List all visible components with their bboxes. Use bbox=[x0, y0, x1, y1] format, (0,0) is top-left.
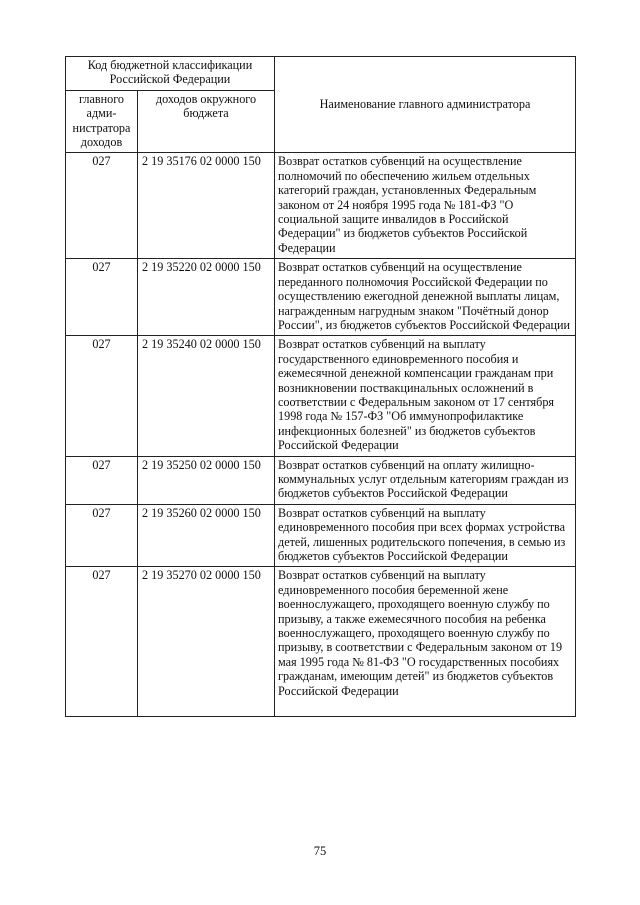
table-row bbox=[66, 153, 576, 259]
table-row bbox=[66, 567, 576, 717]
administrator-name-cell: Возврат остатков субвенций на оплату жилищно-коммунальных услуг отдельным категориям граждан из бюджетов субъектов Российской Федерации bbox=[275, 456, 576, 504]
admin-code-cell: 027 bbox=[66, 456, 138, 504]
admin-code-cell: 027 bbox=[66, 504, 138, 567]
table-row bbox=[66, 259, 576, 336]
header-budget-classification-code: Код бюджетной классификации Российской Федерации bbox=[66, 57, 275, 91]
administrator-name-cell: Возврат остатков субвенций на осуществление переданного полномочия Российской Федерации по осуществлению ежегодной денежной выплаты лицам, награжденным нагрудным знаком "Почётный донор России", из бюджетов субъектов Российской Федерации bbox=[275, 259, 576, 336]
revenue-code-cell: 2 19 35240 02 0000 150 bbox=[138, 336, 275, 456]
revenue-code-cell: 2 19 35176 02 0000 150 bbox=[138, 153, 275, 259]
revenue-code-cell: 2 19 35220 02 0000 150 bbox=[138, 259, 275, 336]
admin-code-cell: 027 bbox=[66, 336, 138, 456]
page-number: 75 bbox=[313, 844, 327, 858]
revenue-code-cell: 2 19 35250 02 0000 150 bbox=[138, 456, 275, 504]
header-main-administrator: главного адми-нистратора доходов bbox=[66, 90, 138, 153]
administrator-name-cell: Возврат остатков субвенций на выплату единовременного пособия при всех формах устройства детей, лишенных родительского попечения, в семью из бюджетов субъектов Российской Федерации bbox=[275, 504, 576, 567]
revenue-code-cell: 2 19 35260 02 0000 150 bbox=[138, 504, 275, 567]
admin-code-cell: 027 bbox=[66, 567, 138, 717]
admin-code-cell: 027 bbox=[66, 153, 138, 259]
administrator-name-cell: Возврат остатков субвенций на выплату государственного единовременного пособия и ежемесячной денежной компенсации гражданам при возникновении поствакцинальных осложнений в соответствии с Федеральным законом от 17 сентября 1998 года № 157-ФЗ "Об иммунопрофилактике инфекционных болезней" из бюджетов субъектов Российской Федерации bbox=[275, 336, 576, 456]
table-row bbox=[66, 456, 576, 504]
administrator-name-cell: Возврат остатков субвенций на выплату единовременного пособия беременной жене военнослужащего, проходящего военную службу по призыву, а также ежемесячного пособия на ребенка военнослужащего, проходящего военную службу по призыву, в соответствии с Федеральным законом от 19 мая 1995 года № 81-ФЗ "О государственных пособиях гражданам, имеющим детей" из бюджетов субъектов Российской Федерации bbox=[275, 567, 576, 717]
budget-classification-table bbox=[65, 56, 576, 717]
revenue-code-cell: 2 19 35270 02 0000 150 bbox=[138, 567, 275, 717]
header-district-budget-revenue: доходов окружного бюджета bbox=[138, 90, 275, 153]
admin-code-cell: 027 bbox=[66, 259, 138, 336]
table-row bbox=[66, 504, 576, 567]
header-administrator-name: Наименование главного администратора bbox=[275, 57, 576, 153]
table-row bbox=[66, 336, 576, 456]
administrator-name-cell: Возврат остатков субвенций на осуществление полномочий по обеспечению жильем отдельных категорий граждан, установленных Федеральным законом от 24 ноября 1995 года № 181-ФЗ "О социальной защите инвалидов в Российской Федерации" из бюджетов субъектов Российской Федерации bbox=[275, 153, 576, 259]
